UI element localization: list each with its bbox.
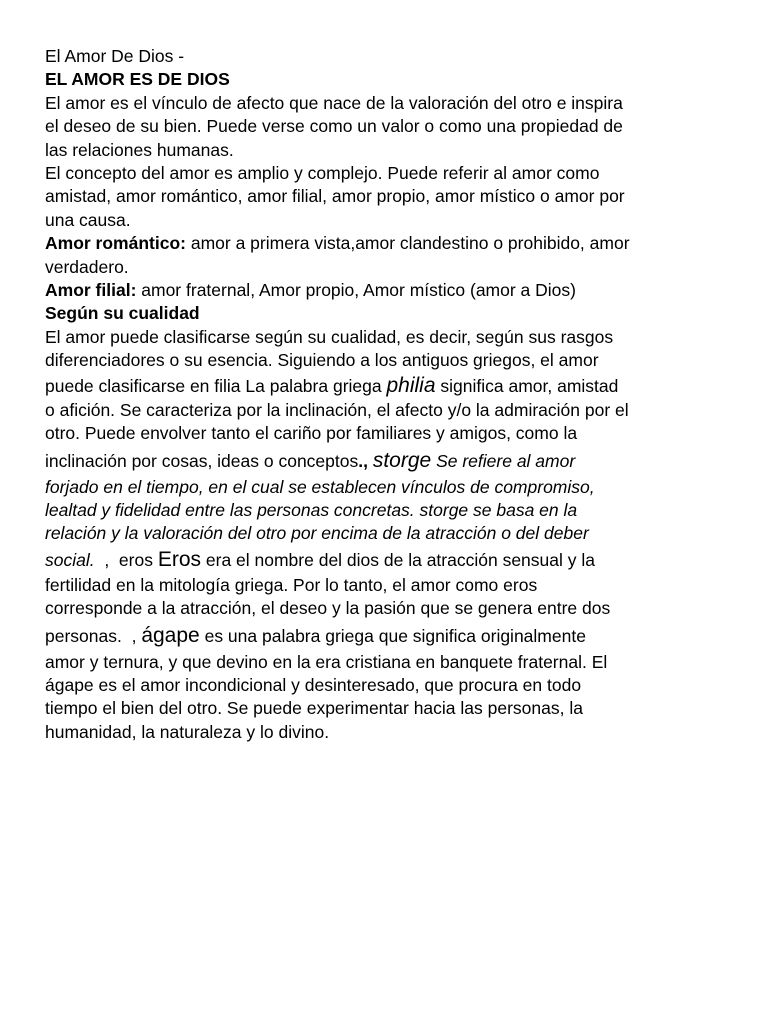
paragraph-line: las relaciones humanas. — [45, 139, 234, 160]
paragraph-line: una causa. — [45, 209, 131, 230]
paragraph-line: amor y ternura, y que devino en la era cristiana en banquete fraternal. El — [45, 651, 608, 672]
paragraph-line: personas. , ágape es una palabra griega que significa originalmente — [45, 623, 586, 647]
paragraph-line: amistad, amor romántico, amor filial, amor propio, amor místico o amor por — [45, 186, 625, 207]
eros-word: Eros — [157, 547, 202, 571]
filial-line: Amor filial: amor fraternal, Amor propio, Amor místico (amor a Dios) — [45, 280, 576, 301]
paragraph-line: ágape es el amor incondicional y desinteresado, que procura en todo — [45, 674, 582, 695]
paragraph-line: verdadero. — [45, 256, 129, 277]
doc-heading: EL AMOR ES DE DIOS — [45, 69, 230, 90]
agape-word: ágape — [141, 623, 200, 647]
paragraph-line: inclinación por cosas, ideas o conceptos., storge Se refiere al amor — [45, 448, 576, 472]
paragraph-line: forjado en el tiempo, en el cual se establecen vínculos de compromiso, — [45, 476, 595, 497]
doc-title: El Amor De Dios - — [45, 46, 185, 66]
quality-heading: Según su cualidad — [45, 303, 200, 324]
paragraph-line: humanidad, la naturaleza y lo divino. — [45, 721, 330, 742]
paragraph-line: otro. Puede envolver tanto el cariño por familiares y amigos, como la — [45, 423, 578, 444]
romantic-label: Amor romántico: — [45, 233, 186, 254]
philia-word: philia — [386, 373, 436, 397]
paragraph-line: El amor puede clasificarse según su cualidad, es decir, según sus rasgos — [45, 326, 614, 347]
paragraph-line: corresponde a la atracción, el deseo y la pasión que se genera entre dos — [45, 598, 611, 619]
paragraph-line: fertilidad en la mitología griega. Por lo tanto, el amor como eros — [45, 574, 538, 595]
paragraph-line: diferenciadores o su esencia. Siguiendo a los antiguos griegos, el amor — [45, 350, 599, 371]
paragraph-line: tiempo el bien del otro. Se puede experimentar hacia las personas, la — [45, 698, 583, 719]
paragraph-line: El amor es el vínculo de afecto que nace de la valoración del otro e inspira — [45, 92, 623, 113]
paragraph-line: lealtad y fidelidad entre las personas concretas. storge se basa en la — [45, 499, 578, 520]
paragraph-line: o afición. Se caracteriza por la inclinación, el afecto y/o la admiración por el — [45, 399, 629, 420]
filial-label: Amor filial: — [45, 280, 137, 301]
paragraph-line: social. , eros Eros era el nombre del dios de la atracción sensual y la — [45, 547, 595, 571]
paragraph-line: el deseo de su bien. Puede verse como un valor o como una propiedad de — [45, 116, 623, 137]
storge-word: storge — [372, 448, 432, 472]
paragraph-line: El concepto del amor es amplio y complejo. Puede referir al amor como — [45, 163, 600, 184]
paragraph-line: relación y la valoración del otro por encima de la atracción o del deber — [45, 523, 589, 544]
paragraph-line: puede clasificarse en filia La palabra griega philia significa amor, amistad — [45, 373, 619, 397]
romantic-line: Amor romántico: amor a primera vista,amor clandestino o prohibido, amor — [45, 233, 630, 254]
